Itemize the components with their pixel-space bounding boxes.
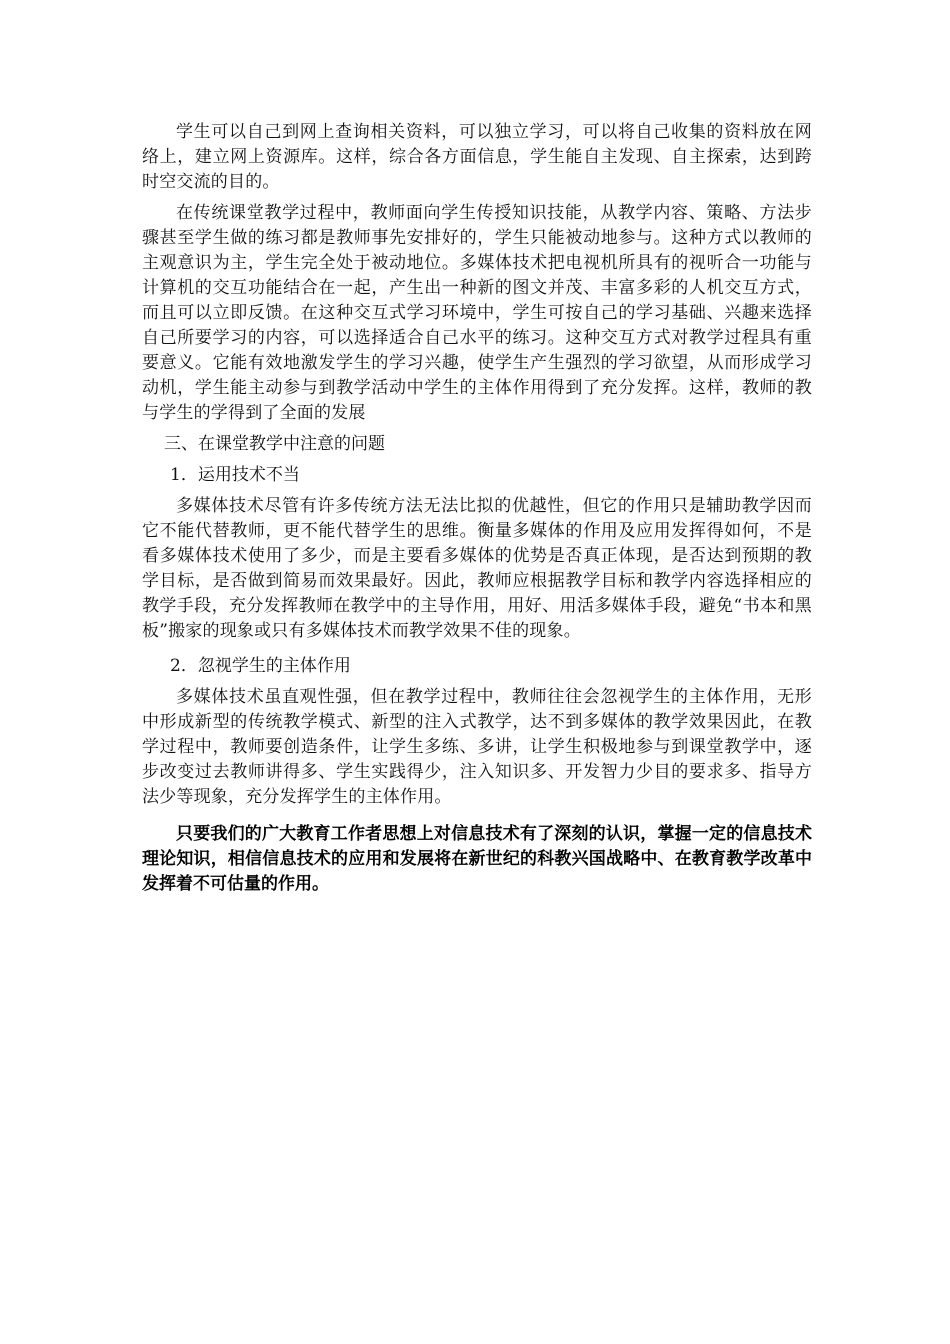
subsection-body-1: 多媒体技术尽管有许多传统方法无法比拟的优越性，但它的作用只是辅助教学因而它不能代替教师，更不能代替学生的思维。衡量多媒体的作用及应用发挥得如何，不是看多媒体技术使用了多少，而是主要看多媒体的优势是否真正体现，是否达到预期的教学目标，是否做到简易而效果最好。因此，教师应根据教学目标和教学内容选择相应的教学手段，充分发挥教师在教学中的主导作用，用好、用活多媒体手段，避免“书本和黑板”搬家的现象或只有多媒体技术而教学效果不佳的现象。 — [142, 496, 812, 641]
subsection-heading-1: 1．运用技术不当 — [170, 465, 300, 485]
document-body — [142, 120, 812, 897]
paragraph-interactive-learning: 在传统课堂教学过程中，教师面向学生传授知识技能，从教学内容、策略、方法步骤甚至学生做的练习都是教师事先安排好的，学生只能被动地参与。这种方式以教师的主观意识为主，学生完全处于被动地位。多媒体技术把电视机所具有的视听合一功能与计算机的交互功能结合在一起，产生出一种新的图文并茂、丰富多彩的人机交互方式，而且可以立即反馈。在这种交互式学习环境中，学生可按自己的学习基础、兴趣来选择自己所要学习的内容，可以选择适合自己水平的练习。这种交互方式对教学过程具有重要意义。它能有效地激发学生的学习兴趣，使学生产生强烈的学习欲望，从而形成学习动机，学生能主动参与到教学活动中学生的主体作用得到了充分发挥。这样，教师的教与学生的学得到了全面的发展 — [142, 203, 812, 423]
paragraph-online-learning: 学生可以自己到网上查询相关资料，可以独立学习，可以将自己收集的资料放在网络上，建立网上资源库。这样，综合各方面信息，学生能自主发现、自主探索，达到跨时空交流的目的。 — [142, 122, 812, 192]
subsection-body-2: 多媒体技术虽直观性强，但在教学过程中，教师往往会忽视学生的主体作用，无形中形成新型的传统教学模式、新型的注入式教学，达不到多媒体的教学效果因此，在教学过程中，教师要创造条件，让学生多练、多讲，让学生积极地参与到课堂教学中，逐步改变过去教师讲得多、学生实践得少，注入知识多、开发智力少目的要求多、指导方法少等现象，充分发挥学生的主体作用。 — [142, 687, 812, 807]
section-heading: 三、在课堂教学中注意的问题 — [164, 434, 385, 454]
closing-paragraph: 只要我们的广大教育工作者思想上对信息技术有了深刻的认识，掌握一定的信息技术理论知识，相信信息技术的应用和发展将在新世纪的科教兴国战略中、在教育教学改革中发挥着不可估量的作用。 — [142, 824, 812, 894]
subsection-heading-2: 2．忽视学生的主体作用 — [170, 656, 351, 676]
